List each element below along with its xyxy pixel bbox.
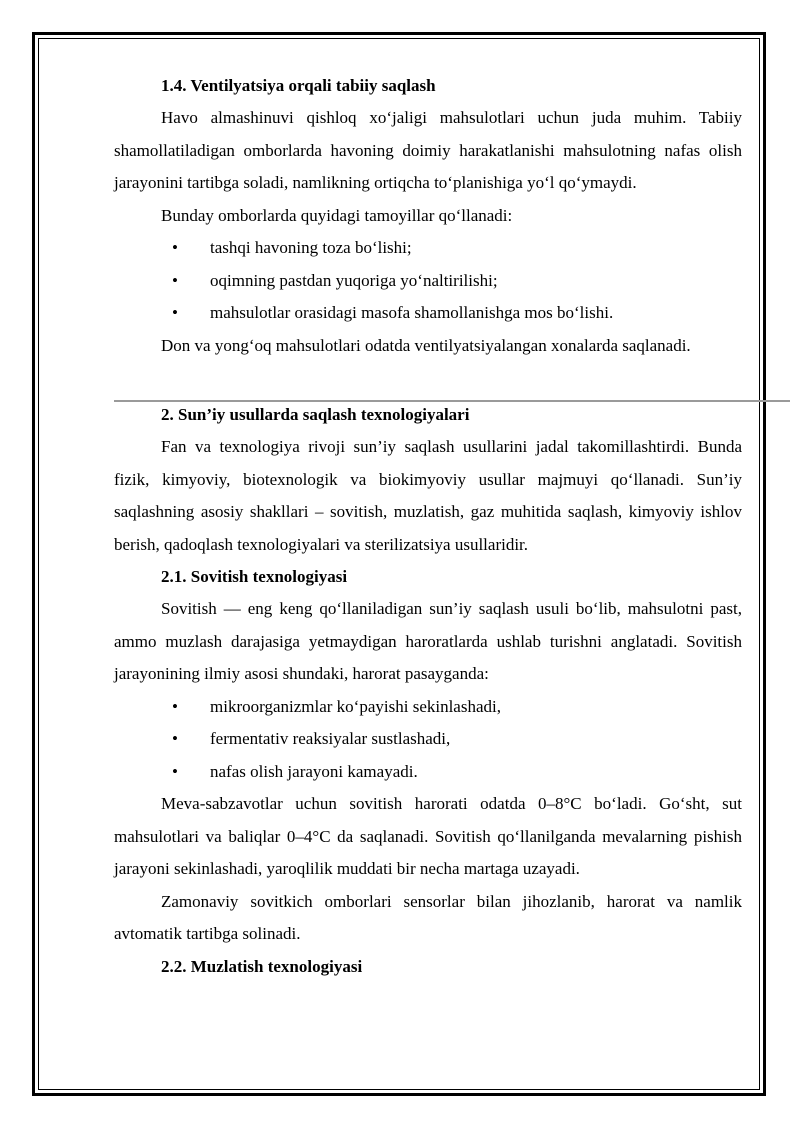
paragraph: Havo almashinuvi qishloq xo‘jaligi mahsulotlari uchun juda muhim. Tabiiy shamollatiladigan omborlarda havoning doimiy harakatlanishi mahsulotning nafas olish jarayonini tartibga soladi, namlikning ortiqcha to‘planishiga yo‘l qo‘ymaydi. [114, 108, 742, 192]
bullet-icon: • [172, 303, 178, 322]
section-heading-1-4: 1.4. Ventilyatsiya orqali tabiiy saqlash [161, 76, 436, 95]
document-body [114, 70, 742, 983]
list-item [114, 297, 742, 330]
bullet-icon: • [172, 696, 178, 716]
bullet-icon: • [172, 270, 178, 290]
list-item-text: mikroorganizmlar ko‘payishi sekinlashadi, [210, 696, 501, 716]
paragraph: Don va yong‘oq mahsulotlari odatda ventilyatsiyalangan xonalarda saqlanadi. [161, 335, 691, 355]
list-item [114, 232, 742, 265]
paragraph: Fan va texnologiya rivoji sun’iy saqlash usullarini jadal takomillashtirdi. Bunda fizik, kimyoviy, biotexnologik va biokimyoviy usullar majmuyi qo‘llanadi. Sun’iy saqlashning asosiy shakllari – sovitish, muzlatish, gaz muhitida saqlash, kimyoviy ishlov berish, qadoqlash texnologiyalari va sterilizatsiya usullaridir. [114, 437, 742, 554]
section-spacer [114, 362, 742, 399]
bullet-list [114, 232, 742, 330]
paragraph: Meva-sabzavotlar uchun sovitish harorati odatda 0–8°C bo‘ladi. Go‘sht, sut mahsulotlari va baliqlar 0–4°C da saqlanadi. Sovitish qo‘llanilganda mevalarning pishish jarayoni sekinlashadi, yaroqlilik muddati bir necha martaga uzayadi. [114, 794, 742, 878]
list-item [114, 265, 742, 298]
paragraph: Bunday omborlarda quyidagi tamoyillar qo‘llanadi: [161, 205, 513, 225]
section-heading-2: 2. Sun’iy usullarda saqlash texnologiyalari [161, 405, 470, 424]
paragraph: Zamonaviy sovitkich omborlari sensorlar bilan jihozlanib, harorat va namlik avtomatik tartibga solinadi. [114, 891, 742, 943]
bullet-list [114, 691, 742, 789]
list-item-text: oqimning pastdan yuqoriga yo‘naltirilishi; [210, 270, 498, 290]
list-item-text: nafas olish jarayoni kamayadi. [210, 761, 418, 781]
paragraph: Sovitish — eng keng qo‘llaniladigan sun’iy saqlash usuli bo‘lib, mahsulotni past, ammo muzlash darajasiga yetmaydigan haroratlarda ushlab turishni anglatadi. Sovitish jarayonining ilmiy asosi shundaki, harorat pasayganda: [114, 599, 742, 683]
list-item [114, 756, 742, 789]
list-item-text: fermentativ reaksiyalar sustlashadi, [210, 729, 451, 748]
section-heading-2-2: 2.2. Muzlatish texnologiyasi [161, 956, 363, 976]
bullet-icon: • [172, 729, 178, 748]
list-item-text: mahsulotlar orasidagi masofa shamollanishga mos bo‘lishi. [210, 303, 614, 322]
list-item [114, 691, 742, 724]
list-item [114, 723, 742, 756]
list-item-text: tashqi havoning toza bo‘lishi; [210, 238, 412, 257]
bullet-icon: • [172, 761, 178, 781]
bullet-icon: • [172, 238, 178, 257]
section-heading-2-1: 2.1. Sovitish texnologiyasi [161, 567, 348, 586]
